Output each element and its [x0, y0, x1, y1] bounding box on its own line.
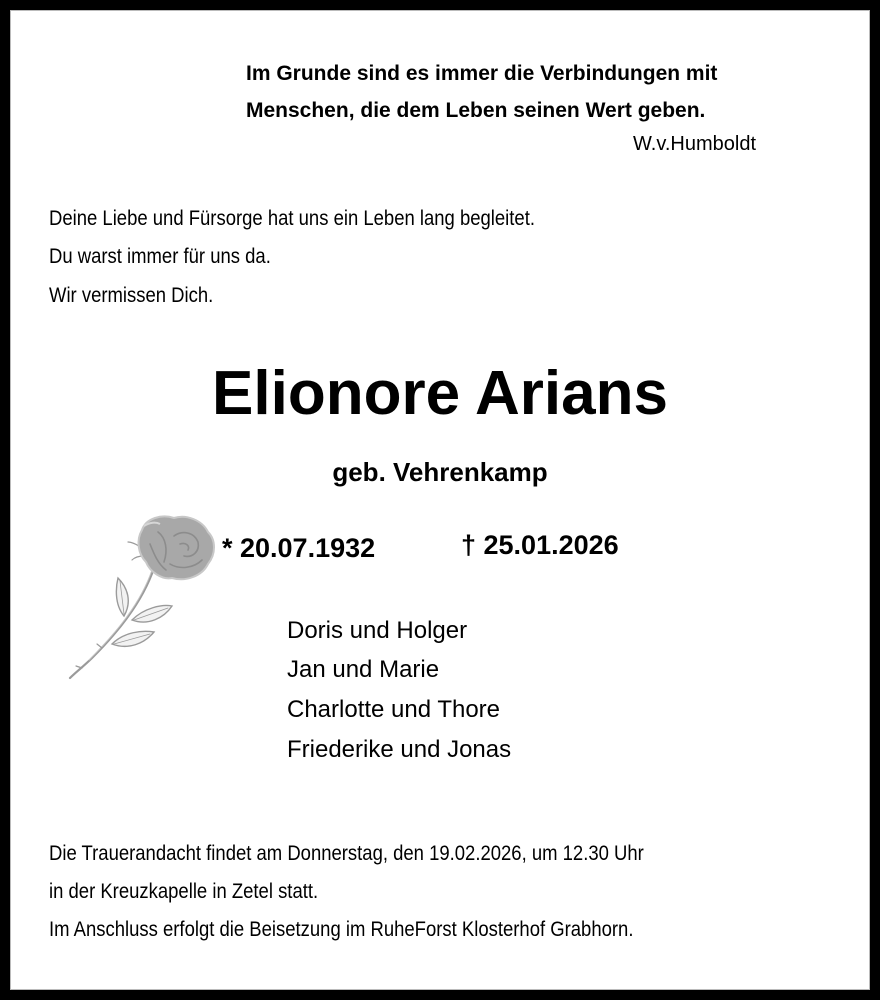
rose-icon [62, 508, 222, 684]
family-member: Friederike und Jonas [287, 736, 512, 763]
service-line-2 [49, 881, 355, 902]
family-member: Jan und Marie [287, 656, 440, 683]
intro-line-1-text: Deine Liebe und Fürsorge hat uns ein Leben lang begleitet. [49, 207, 535, 230]
quote-line-2: Menschen, die dem Leben seinen Wert geben. [246, 99, 706, 122]
intro-line-3-text: Wir vermissen Dich. [49, 284, 214, 307]
service-line-1-text: Die Trauerandacht findet am Donnerstag, den 19.02.2026, um 12.30 Uhr [49, 842, 644, 865]
service-line-1 [49, 843, 725, 864]
maiden-name: geb. Vehrenkamp [332, 457, 548, 487]
intro-line-3 [49, 285, 236, 306]
family-member: Charlotte und Thore [287, 696, 501, 723]
family-member: Doris und Holger [287, 617, 468, 644]
quote-author: W.v.Humboldt [633, 133, 756, 155]
deceased-name: Elionore Arians [212, 359, 668, 428]
death-date: † 25.01.2026 [461, 530, 619, 560]
service-line-3-text: Im Anschluss erfolgt die Beisetzung im RuheForst Klosterhof Grabhorn. [49, 918, 634, 941]
birth-date: * 20.07.1932 [222, 533, 376, 563]
quote-line-1: Im Grunde sind es immer die Verbindungen mit [246, 62, 718, 85]
intro-line-2 [49, 246, 301, 267]
service-line-2-text: in der Kreuzkapelle in Zetel statt. [49, 880, 319, 903]
intro-line-1 [49, 208, 601, 229]
intro-line-2-text: Du warst immer für uns da. [49, 245, 271, 268]
service-line-3 [49, 919, 713, 940]
